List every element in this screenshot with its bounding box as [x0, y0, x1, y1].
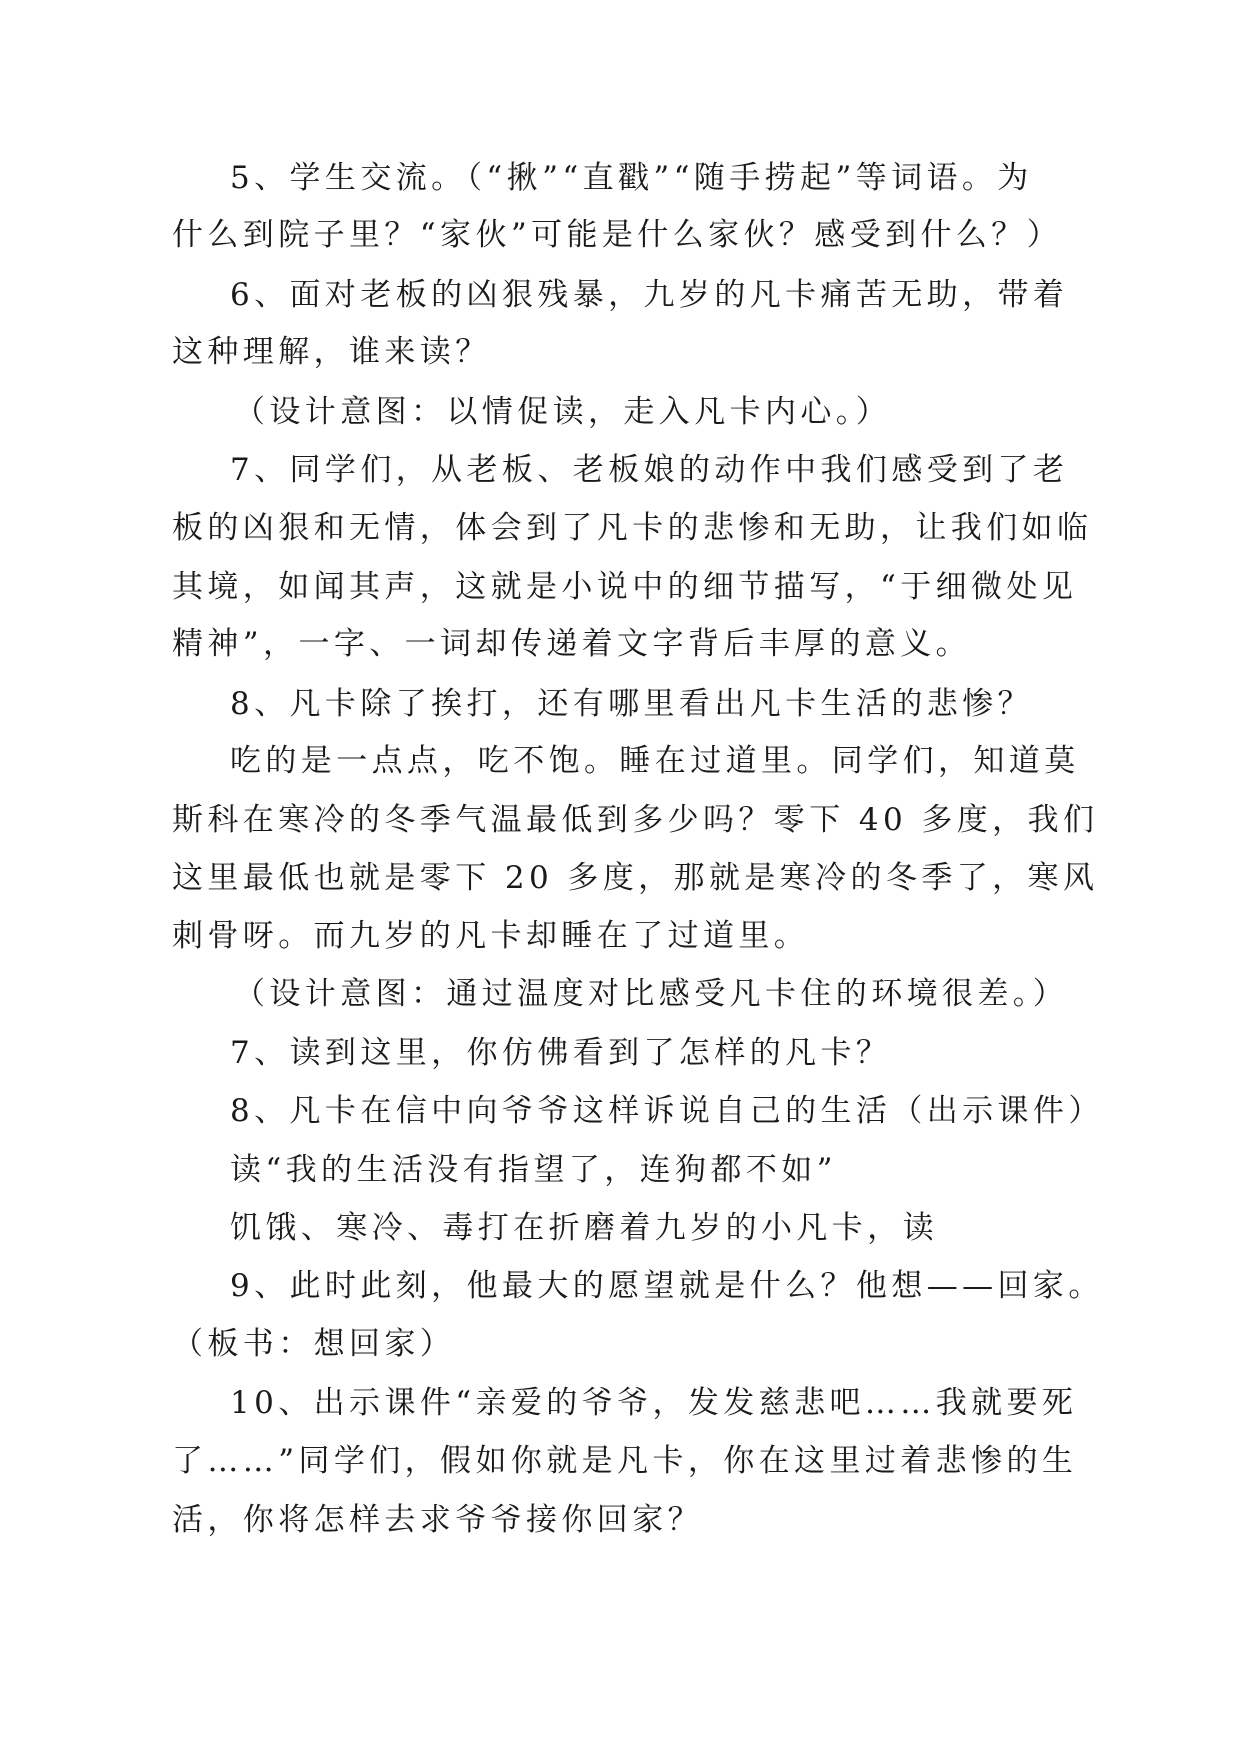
text-line: 10、出示课件“亲爱的爷爷，发发慈悲吧……我就要死 [230, 1385, 1078, 1421]
board-note: （板书：想回家） [172, 1326, 456, 1362]
text-line: 6、面对老板的凶狠残暴，九岁的凡卡痛苦无助，带着 [230, 277, 1069, 313]
text-line: 刺骨呀。而九岁的凡卡却睡在了过道里。 [172, 918, 810, 954]
text-line: 8、凡卡除了挨打，还有哪里看出凡卡生活的悲惨？ [230, 686, 1033, 722]
text-line: 9、此时此刻，他最大的愿望就是什么？他想——回家。 [230, 1268, 1104, 1304]
text-line: 了……”同学们，假如你就是凡卡，你在这里过着悲惨的生 [172, 1443, 1078, 1479]
text-line: 7、读到这里，你仿佛看到了怎样的凡卡？ [230, 1035, 892, 1071]
text-line: 这里最低也就是零下 20 多度，那就是寒冷的冬季了，寒风 [172, 860, 1099, 896]
text-line: 5、学生交流。（“揪”“直戳”“随手捞起”等词语。为 [230, 160, 1033, 196]
text-line: 8、凡卡在信中向爷爷这样诉说自己的生活（出示课件） [230, 1093, 1104, 1129]
design-intent-note: （设计意图：以情促读，走入凡卡内心。） [234, 394, 892, 430]
text-line: 饥饿、寒冷、毒打在折磨着九岁的小凡卡，读 [230, 1210, 938, 1246]
text-line: 什么到院子里？“家伙”可能是什么家伙？感受到什么？） [172, 217, 1063, 253]
text-line: 这种理解，谁来读？ [172, 334, 491, 370]
text-line: 板的凶狠和无情，体会到了凡卡的悲惨和无助，让我们如临 [172, 510, 1093, 546]
text-line: 读“我的生活没有指望了，连狗都不如” [230, 1152, 837, 1188]
design-intent-note: （设计意图：通过温度对比感受凡卡住的环境很差。） [234, 976, 1069, 1012]
text-line: 活，你将怎样去求爷爷接你回家？ [172, 1502, 703, 1538]
text-line: 其境，如闻其声，这就是小说中的细节描写，“于细微处见 [172, 569, 1078, 605]
text-line: 斯科在寒冷的冬季气温最低到多少吗？零下 40 多度，我们 [172, 802, 1099, 838]
text-line: 7、同学们，从老板、老板娘的动作中我们感受到了老 [230, 452, 1069, 488]
text-line: 精神”，一字、一词却传递着文字背后丰厚的意义。 [172, 626, 972, 662]
text-line: 吃的是一点点，吃不饱。睡在过道里。同学们，知道莫 [230, 743, 1080, 779]
